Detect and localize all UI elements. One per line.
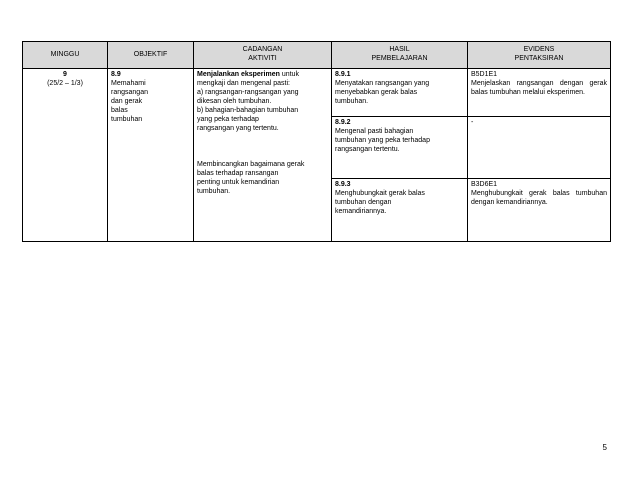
aktiviti2-line: tumbuhan.: [197, 187, 231, 195]
evidens-cell-891: [468, 69, 611, 117]
header-hasil-pembelajaran: HASIL PEMBELAJARAN: [332, 42, 468, 69]
week-number: 9: [63, 71, 67, 78]
evidens-text: Menjelaskan rangsangan dengan gerak balas tumbuhan melalui eksperimen.: [471, 79, 607, 96]
page-number: 5: [602, 443, 607, 452]
objektif-line: tumbuhan: [111, 115, 143, 123]
hasil-code: 8.9.1: [335, 71, 351, 78]
objektif-line: dan gerak: [111, 97, 143, 105]
evidens-cell-893: [468, 179, 611, 242]
lesson-plan-table: [22, 41, 611, 242]
hasil-code: 8.9.3: [335, 181, 351, 188]
aktiviti-bold: Menjalankan eksperimen: [197, 71, 280, 78]
header-minggu: MINGGU: [23, 42, 108, 69]
evidens-code: B5D1E1: [471, 71, 498, 78]
evidens-text: -: [471, 119, 474, 126]
aktiviti2-line: Membincangkan bagaimana gerak: [197, 160, 305, 168]
hasil-line: tumbuhan yang peka terhadap: [335, 136, 430, 144]
header-row: [23, 42, 611, 69]
objektif-line: rangsangan: [111, 88, 148, 96]
aktiviti-line: Menjalankan eksperimen untuk: [197, 71, 299, 78]
header-evidens-pentaksiran: EVIDENS PENTAKSIRAN: [468, 42, 611, 69]
aktiviti-line: a) rangsangan-rangsangan yang: [197, 88, 299, 96]
evidens-code: B3D6E1: [471, 181, 498, 188]
aktiviti-cell: [194, 69, 332, 242]
aktiviti-line: yang peka terhadap: [197, 115, 259, 123]
hasil-line: rangsangan tertentu.: [335, 145, 400, 153]
hasil-line: tumbuhan.: [335, 97, 369, 105]
aktiviti2-line: balas terhadap ransangan: [197, 169, 279, 177]
objektif-code: 8.9: [111, 71, 121, 78]
hasil-line: Mengenal pasti bahagian: [335, 127, 414, 135]
hasil-cell-892: [332, 117, 468, 179]
hasil-cell-891: [332, 69, 468, 117]
aktiviti-line: b) bahagian-bahagian tumbuhan: [197, 106, 299, 114]
objektif-line: Memahami: [111, 79, 146, 87]
hasil-cell-893: [332, 179, 468, 242]
aktiviti-line: mengkaji dan mengenal pasti:: [197, 79, 291, 87]
hasil-code: 8.9.2: [335, 119, 351, 126]
minggu-cell: [23, 69, 108, 242]
week-dates: (25/2 – 1/3): [47, 79, 83, 87]
objektif-cell: [108, 69, 194, 242]
hasil-line: menyebabkan gerak balas: [335, 88, 418, 96]
hasil-line: Menghubungkait gerak balas: [335, 189, 425, 197]
aktiviti2-line: penting untuk kemandirian: [197, 178, 280, 186]
header-objektif: OBJEKTIF: [108, 42, 194, 69]
aktiviti-line: rangsangan yang tertentu.: [197, 124, 279, 132]
evidens-text: Menghubungkait gerak balas tumbuhan dengan kemandiriannya.: [471, 189, 607, 206]
hasil-line: Menyatakan rangsangan yang: [335, 79, 430, 87]
hasil-line: tumbuhan dengan: [335, 198, 392, 206]
hasil-line: kemandiriannya.: [335, 207, 387, 215]
aktiviti-line: dikesan oleh tumbuhan.: [197, 97, 272, 105]
header-cadangan-aktiviti: CADANGAN AKTIVITI: [194, 42, 332, 69]
table-row: [23, 69, 611, 117]
objektif-line: balas: [111, 106, 128, 114]
evidens-cell-892: [468, 117, 611, 179]
